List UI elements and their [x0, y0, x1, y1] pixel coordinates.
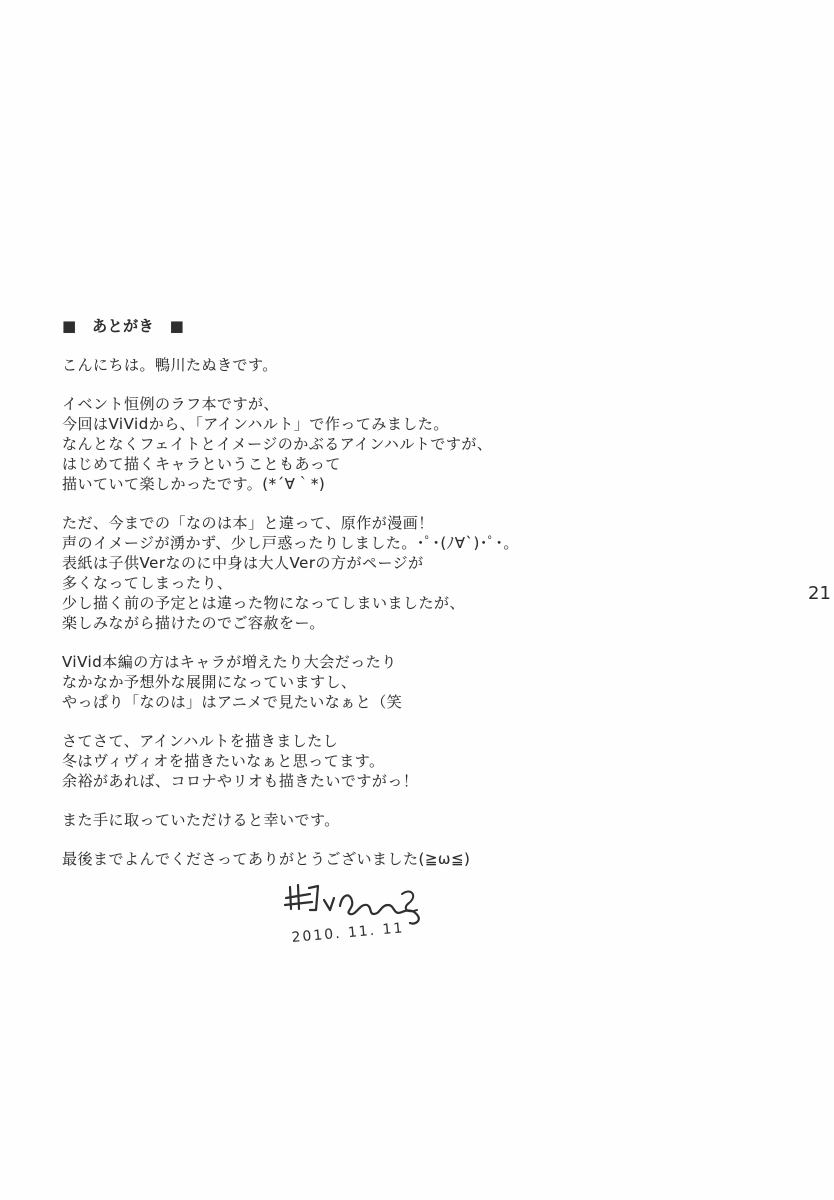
afterword-line: こんにちは。鴨川たぬきです。	[62, 356, 278, 374]
afterword-line: 少し描く前の予定とは違った物になってしまいましたが、	[62, 594, 466, 612]
afterword-paragraph	[62, 652, 702, 712]
afterword-line: はじめて描くキャラということもあって	[62, 455, 341, 473]
afterword-line: さてさて、アインハルトを描きましたし	[62, 732, 339, 750]
afterword-heading: ■ あとがき ■	[62, 317, 185, 335]
afterword-line: 今回はViVidから、「アインハルト」で作ってみました。	[62, 415, 449, 433]
afterword-paragraph	[62, 810, 702, 830]
afterword-line: 楽しみながら描けたのでご容赦をー。	[62, 614, 325, 632]
page-number: 21	[808, 583, 831, 604]
afterword-line: ただ、今までの「なのは本」と違って、原作が漫画！	[62, 514, 434, 532]
afterword-paragraph	[62, 731, 702, 791]
afterword-line: 冬はヴィヴィオを描きたいなぁと思ってます。	[62, 752, 385, 770]
afterword-line: 余裕があれば、コロナやリオも描きたいですがっ！	[62, 772, 419, 790]
afterword-line: 最後までよんでくださってありがとうございました(≧ω≦)	[62, 850, 471, 868]
afterword-line: 多くなってしまったり、	[62, 574, 233, 592]
afterword-text-block	[62, 316, 702, 869]
afterword-line: 声のイメージが湧かず、少し戸惑ったりしました。･ﾟ･(ﾉ∀`)･ﾟ･。	[62, 534, 519, 552]
afterword-line: 表紙は子供Verなのに中身は大人Verの方がページが	[62, 554, 424, 572]
afterword-line: イベント恒例のラフ本ですが、	[62, 395, 280, 413]
signature-block	[278, 876, 434, 954]
afterword-paragraph	[62, 513, 702, 633]
afterword-body	[62, 355, 702, 869]
afterword-line: なんとなくフェイトとイメージのかぶるアインハルトですが、	[62, 435, 493, 453]
afterword-paragraph	[62, 355, 702, 375]
afterword-line: また手に取っていただけると幸いです。	[62, 811, 340, 829]
signature-scribble-icon	[278, 876, 434, 954]
signature-date: 2010. 11. 11	[290, 920, 405, 946]
afterword-line: 描いていて楽しかったです。(*´∀｀*)	[62, 475, 326, 493]
afterword-line: なかなか予想外な展開になっていますし、	[62, 673, 357, 691]
afterword-line: ViVid本編の方はキャラが増えたり大会だったり	[62, 653, 397, 671]
afterword-line: やっぱり「なのは」はアニメで見たいなぁと（笑	[62, 693, 403, 711]
afterword-paragraph	[62, 394, 702, 494]
afterword-paragraph	[62, 849, 702, 869]
